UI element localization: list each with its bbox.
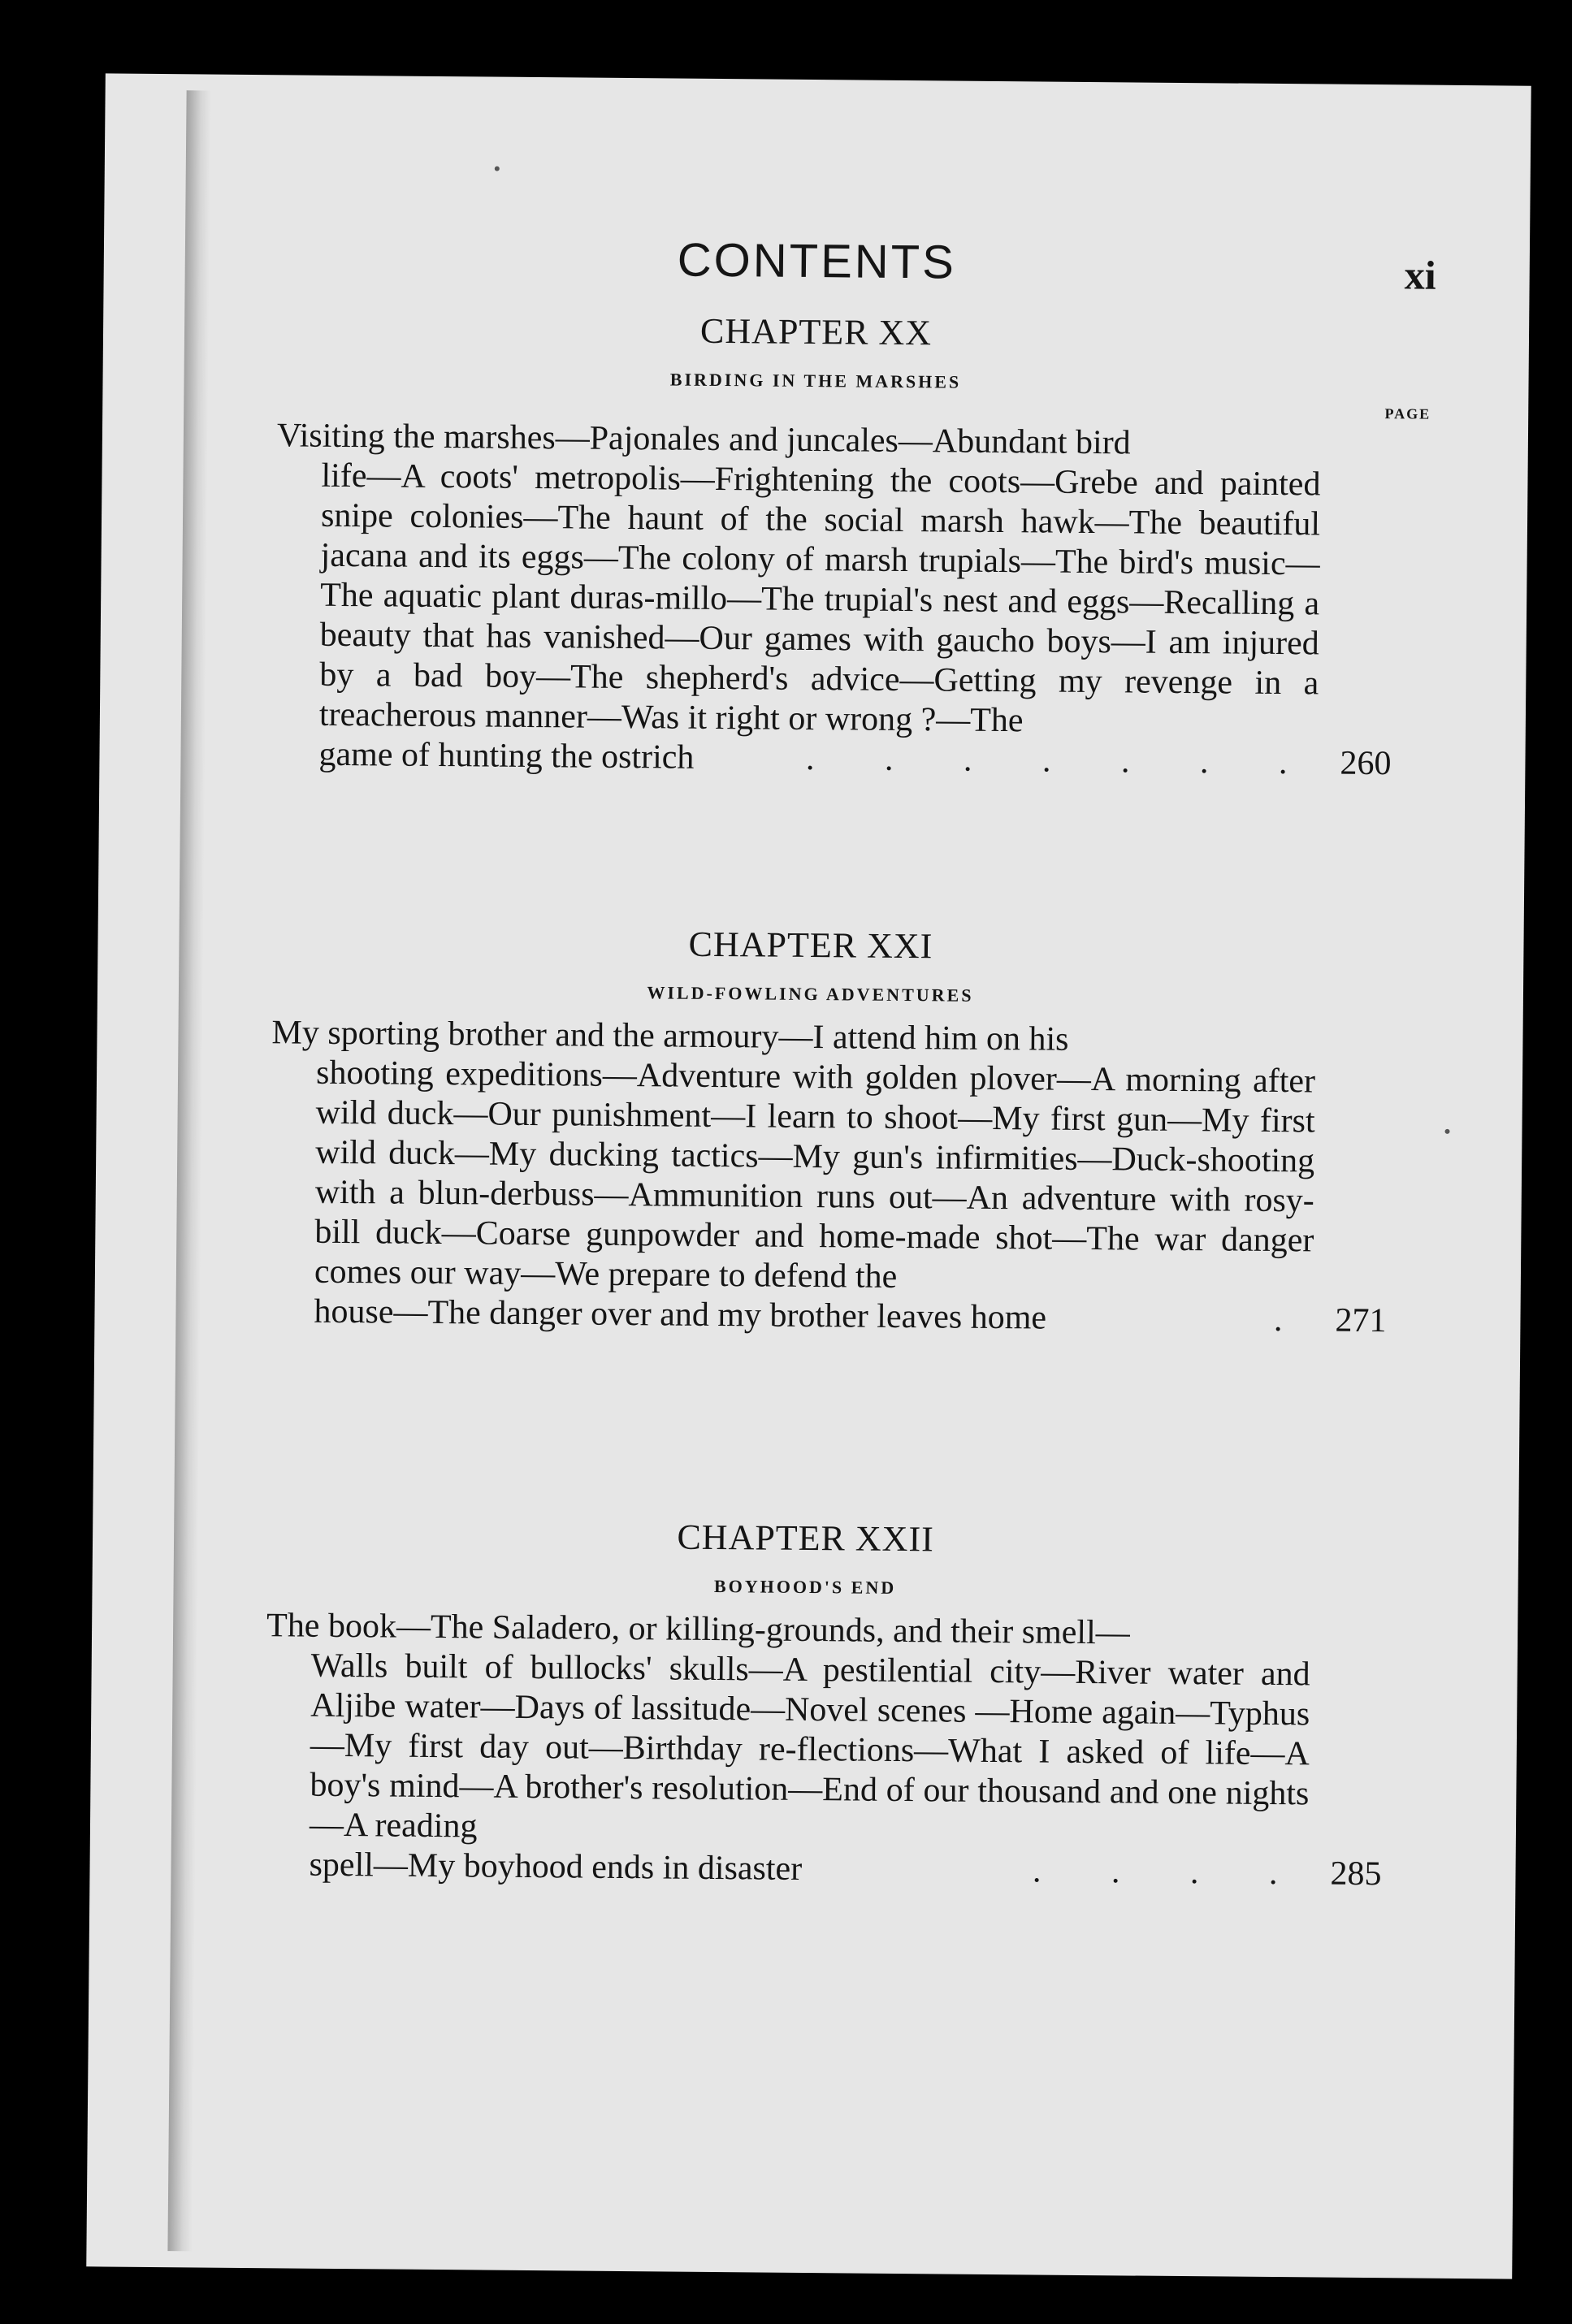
- chapter-subtitle: BIRDING IN THE MARSHES: [669, 369, 962, 392]
- synopsis-last-text: game of hunting the ostrich: [318, 735, 695, 777]
- synopsis-body: shooting expeditions—Adventure with golden plover—A morning after wild duck—Our punishment—I learn to shoot—My first gun—My first wild duck—My ducking tactics—My gun's infirmities—Duck-shooting with a blun-derbuss—Ammunition runs out—An adventure with rosy-bill duck—Coarse gunpowder and home-made shot—The war danger comes our way—We prepare to defend the: [314, 1054, 1316, 1296]
- running-head: [103, 227, 1530, 305]
- page-gutter-shadow: [167, 90, 210, 2251]
- synopsis-last-text: house—The danger over and my brother leaves home: [314, 1292, 1047, 1337]
- page-folio: xi: [1404, 252, 1436, 298]
- synopsis-last-text: spell—My boyhood ends in disaster: [309, 1846, 803, 1888]
- chapter-synopsis: [276, 417, 1392, 784]
- page-number: 285: [1330, 1854, 1382, 1893]
- page-number: 271: [1335, 1301, 1387, 1340]
- synopsis-first-line: Visiting the marshes—Pajonales and juncales—Abundant bird: [276, 417, 1131, 462]
- chapter-synopsis: [266, 1607, 1382, 1894]
- chapter-heading: [93, 1511, 1519, 1603]
- leader-dots: . . . . . . .: [805, 739, 1319, 782]
- chapter-heading: [97, 918, 1524, 1011]
- synopsis-last-line: [309, 1846, 1308, 1894]
- chapter-heading: [102, 305, 1529, 397]
- page-number: 260: [1340, 744, 1392, 783]
- chapter-title: CHAPTER XXII: [677, 1517, 934, 1560]
- synopsis-first-line: My sporting brother and the armoury—I attend him on his: [271, 1014, 1069, 1058]
- leader-dots: .: [1273, 1301, 1314, 1339]
- chapter-synopsis: [271, 1014, 1387, 1341]
- paper-speck: [495, 167, 500, 171]
- synopsis-body: Walls built of bullocks' skulls—A pestilential city—River water and Aljibe water—Days of lassitude—Novel scenes —Home again—Typhus—My first day out—Birthday re-flections—What I asked of life—A boy's mind—A brother's resolution—End of our thousand and one nights—A reading: [309, 1647, 1310, 1846]
- synopsis-first-line: The book—The Saladero, or killing-grounds, and their smell—: [266, 1607, 1130, 1652]
- chapter-subtitle: BOYHOOD'S END: [713, 1576, 897, 1598]
- paper-speck: [1444, 1129, 1449, 1134]
- chapter-title: CHAPTER XX: [699, 310, 933, 353]
- chapter-title: CHAPTER XXI: [688, 924, 933, 967]
- chapter-subtitle: WILD-FOWLING ADVENTURES: [647, 982, 974, 1006]
- synopsis-last-line: [318, 735, 1318, 784]
- leader-dots: . . . .: [1032, 1852, 1309, 1893]
- synopsis-body: life—A coots' metropolis—Frightening the coots—Grebe and painted snipe colonies—The haunt of the social marsh hawk—The beautiful jacana and its eggs—The colony of marsh trupials—The bird's music—The aquatic plant duras-millo—The trupial's nest and eggs—Recalling a beauty that has vanished—Our games with gaucho boys—I am injured by a bad boy—The shepherd's advice—Getting my revenge in a treacherous manner—Was it right or wrong ?—The: [318, 457, 1321, 740]
- page-column-label: PAGE: [1384, 405, 1431, 422]
- book-page: [86, 73, 1531, 2279]
- synopsis-last-line: [314, 1292, 1313, 1341]
- contents-title: CONTENTS: [677, 233, 957, 289]
